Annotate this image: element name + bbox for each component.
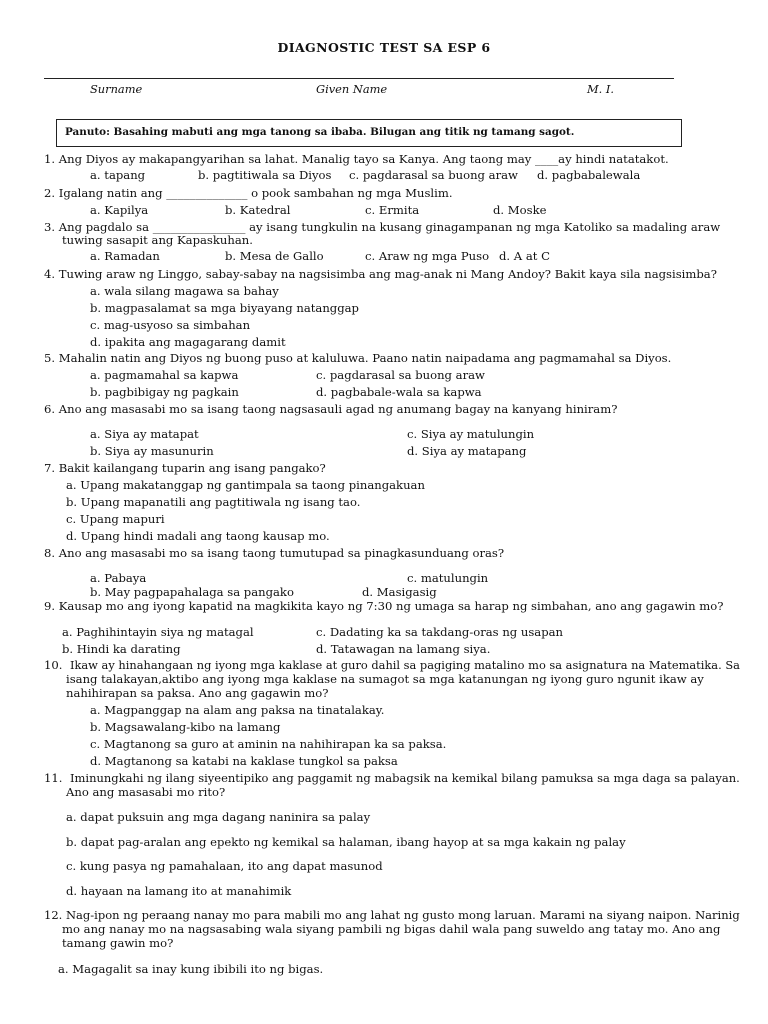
- question-6: 6. Ano ang masasabi mo sa isang taong nagsasauli agad ng anumang bagay na kanyang hiniram?: [44, 402, 618, 416]
- choice-4d: d. ipakita ang magagarang damit: [90, 335, 286, 349]
- choice-9c: c. Dadating ka sa takdang-oras ng usapan: [316, 625, 564, 639]
- choice-6b: b. Siya ay masunurin: [90, 444, 214, 458]
- choice-6a: a. Siya ay matapat: [90, 427, 199, 441]
- name-line: [44, 78, 674, 79]
- choice-8a: a. Pabaya: [90, 571, 147, 585]
- choice-7b: b. Upang mapanatili ang pagtitiwala ng isang tao.: [66, 495, 361, 509]
- choice-11d: d. hayaan na lamang ito at manahimik: [66, 884, 292, 898]
- question-12-line-3: tamang gawin mo?: [62, 936, 174, 950]
- question-5: 5. Mahalin natin ang Diyos ng buong puso at kaluluwa. Paano natin naipadama ang pagmamahal sa Diyos.: [44, 351, 672, 365]
- given-name-label: Given Name: [316, 82, 388, 96]
- choice-1c: c. pagdarasal sa buong araw: [349, 168, 518, 182]
- choice-3c: c. Araw ng mga Puso: [365, 249, 490, 263]
- question-12-line-2: mo ang nanay mo na nagsasabing wala siyang pambili ng bigas dahil wala pang suweldo ang tatay mo. Ano ang: [62, 922, 721, 936]
- choice-9d: d. Tatawagan na lamang siya.: [316, 642, 491, 656]
- choice-11c: c. kung pasya ng pamahalaan, ito ang dapat masunod: [66, 859, 383, 873]
- choice-7c: c. Upang mapuri: [66, 512, 165, 526]
- choice-11b: b. dapat pag-aralan ang epekto ng kemikal sa halaman, ibang hayop at sa mga kakain ng palay: [66, 835, 626, 849]
- choice-3b: b. Mesa de Gallo: [225, 249, 324, 263]
- choice-2a: a. Kapilya: [90, 203, 149, 217]
- choice-8b: b. May pagpapahalaga sa pangako: [90, 585, 294, 599]
- choice-10c: c. Magtanong sa guro at aminin na nahihirapan ka sa paksa.: [90, 737, 447, 751]
- question-9: 9. Kausap mo ang iyong kapatid na magkikita kayo ng 7:30 ng umaga sa harap ng simbahan, ano ang gagawin mo?: [44, 599, 724, 613]
- question-7: 7. Bakit kailangang tuparin ang isang pangako?: [44, 461, 326, 475]
- question-11-number: 11.: [44, 771, 63, 785]
- choice-1d: d. pagbabalewala: [537, 168, 641, 182]
- choice-9a: a. Paghihintayin siya ng matagal: [62, 625, 254, 639]
- choice-1b: b. pagtitiwala sa Diyos: [198, 168, 332, 182]
- question-10-number: 10.: [44, 658, 63, 672]
- question-3: 3. Ang pagdalo sa ________________ ay isang tungkulin na kusang ginagampanan ng mga Katoliko sa madaling araw: [44, 220, 721, 234]
- question-12: 12. Nag-ipon ng peraang nanay mo para mabili mo ang lahat ng gusto mong laruan. Marami na siyang naipon. Narinig: [44, 908, 740, 922]
- choice-3a: a. Ramadan: [90, 249, 160, 263]
- choice-10d: d. Magtanong sa katabi na kaklase tungkol sa paksa: [90, 754, 398, 768]
- choice-2c: c. Ermita: [365, 203, 420, 217]
- question-11-line-2: Ano ang masasabi mo rito?: [66, 785, 226, 799]
- choice-7a: a. Upang makatanggap ng gantimpala sa taong pinangakuan: [66, 478, 425, 492]
- choice-7d: d. Upang hindi madali ang taong kausap mo.: [66, 529, 330, 543]
- surname-label: Surname: [90, 82, 143, 96]
- choice-10a: a. Magpanggap na alam ang paksa na tinatalakay.: [90, 703, 385, 717]
- question-3-line-2: tuwing sasapit ang Kapaskuhan.: [62, 233, 253, 247]
- question-4: 4. Tuwing araw ng Linggo, sabay-sabay na nagsisimba ang mag-anak ni Mang Andoy? Bakit kaya sila nagsisimba?: [44, 267, 717, 281]
- choice-1a: a. tapang: [90, 168, 146, 182]
- choice-2d: d. Moske: [493, 203, 547, 217]
- choice-9b: b. Hindi ka darating: [62, 642, 181, 656]
- choice-5c: c. pagdarasal sa buong araw: [316, 368, 485, 382]
- choice-8d: d. Masigasig: [362, 585, 437, 599]
- choice-10b: b. Magsawalang-kibo na lamang: [90, 720, 281, 734]
- question-10-line-3: nahihirapan sa paksa. Ano ang gagawin mo?: [66, 686, 329, 700]
- choice-2b: b. Katedral: [225, 203, 291, 217]
- choice-4c: c. mag-usyoso sa simbahan: [90, 318, 251, 332]
- mi-label: M. I.: [587, 82, 615, 96]
- choice-6d: d. Siya ay matapang: [407, 444, 527, 458]
- question-10: Ikaw ay hinahangaan ng iyong mga kaklase at guro dahil sa pagiging matalino mo sa asignatura na Matematika. Sa: [70, 658, 740, 672]
- choice-4b: b. magpasalamat sa mga biyayang natanggap: [90, 301, 359, 315]
- page-title: DIAGNOSTIC TEST SA ESP 6: [277, 40, 491, 55]
- choice-12a: a. Magagalit sa inay kung ibibili ito ng bigas.: [58, 962, 324, 976]
- question-10-line-2: isang talakayan,aktibo ang iyong mga kaklase na sumagot sa mga katanungan ng iyong guro ngunit ikaw ay: [66, 672, 704, 686]
- choice-5b: b. pagbibigay ng pagkain: [90, 385, 239, 399]
- choice-11a: a. dapat puksuin ang mga dagang naninira sa palay: [66, 810, 371, 824]
- question-11: Iminungkahi ng ilang siyeentipiko ang paggamit ng mabagsik na kemikal bilang pamuksa sa mga daga sa palayan.: [70, 771, 740, 785]
- question-8: 8. Ano ang masasabi mo sa isang taong tumutupad sa pinagkasunduang oras?: [44, 546, 505, 560]
- instructions-box: [56, 119, 682, 147]
- choice-5d: d. pagbabale-wala sa kapwa: [316, 385, 482, 399]
- choice-6c: c. Siya ay matulungin: [407, 427, 535, 441]
- choice-3d: d. A at C: [499, 249, 550, 263]
- question-1: 1. Ang Diyos ay makapangyarihan sa lahat. Manalig tayo sa Kanya. Ang taong may ____ay hindi natatakot.: [44, 152, 669, 166]
- choice-4a: a. wala silang magawa sa bahay: [90, 284, 279, 298]
- choice-8c: c. matulungin: [407, 571, 489, 585]
- choice-5a: a. pagmamahal sa kapwa: [90, 368, 239, 382]
- question-2: 2. Igalang natin ang ______________ o pook sambahan ng mga Muslim.: [44, 186, 453, 200]
- instructions-text: Panuto: Basahing mabuti ang mga tanong sa ibaba. Bilugan ang titik ng tamang sagot.: [65, 126, 575, 138]
